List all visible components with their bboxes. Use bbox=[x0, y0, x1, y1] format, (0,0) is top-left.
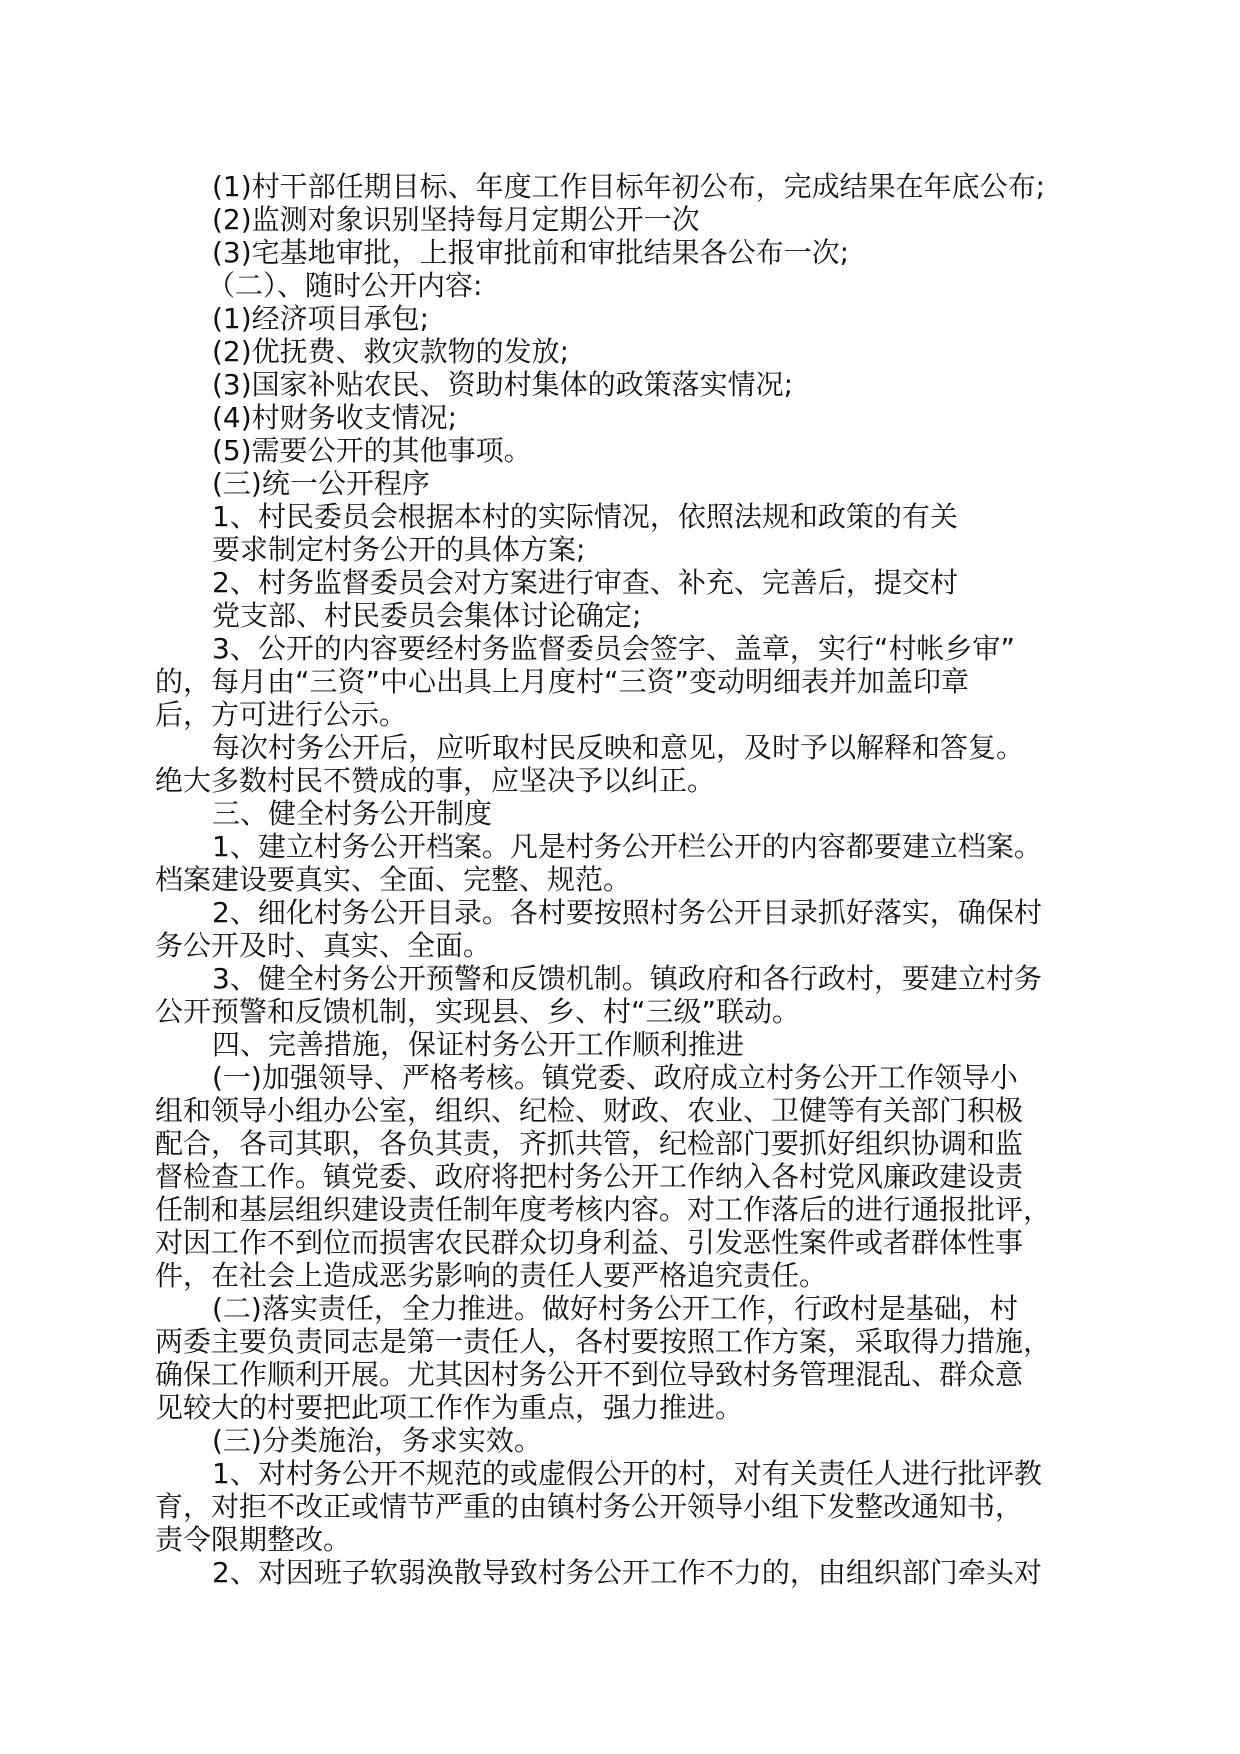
text-line: （二）、随时公开内容: bbox=[207, 269, 483, 302]
text-line: (一)加强领导、严格考核。镇党委、政府成立村务公开工作领导小 bbox=[212, 1061, 1018, 1094]
text-line: 配合，各司其职，各负其责，齐抓共管，纪检部门要抓好组织协调和监 bbox=[155, 1127, 1024, 1160]
text-line: 绝大多数村民不赞成的事，应坚决予以纠正。 bbox=[155, 764, 716, 797]
text-line: 三、健全村务公开制度 bbox=[212, 797, 493, 830]
text-line: (4)村财务收支情况; bbox=[212, 401, 458, 434]
text-line: 对因工作不到位而损害农民群众切身利益、引发恶性案件或者群体性事 bbox=[155, 1226, 1024, 1259]
text-line: 2、细化村务公开目录。各村要按照村务公开目录抓好落实，确保村 bbox=[212, 896, 1042, 929]
text-line: 党支部、村民委员会集体讨论确定; bbox=[212, 599, 642, 632]
text-line: 2、村务监督委员会对方案进行审查、补充、完善后，提交村 bbox=[212, 566, 958, 599]
text-line: (3)宅基地审批，上报审批前和审批结果各公布一次; bbox=[212, 236, 850, 269]
text-line: 督检查工作。镇党委、政府将把村务公开工作纳入各村党风廉政建设责 bbox=[155, 1160, 1024, 1193]
text-line: 两委主要负责同志是第一责任人，各村要按照工作方案，采取得力措施， bbox=[155, 1325, 1052, 1358]
text-line: 组和领导小组办公室，组织、纪检、财政、农业、卫健等有关部门积极 bbox=[155, 1094, 1024, 1127]
text-line: 1、村民委员会根据本村的实际情况，依照法规和政策的有关 bbox=[212, 500, 958, 533]
text-line: 1、对村务公开不规范的或虚假公开的村，对有关责任人进行批评教 bbox=[212, 1457, 1042, 1490]
text-line: 四、完善措施，保证村务公开工作顺利推进 bbox=[212, 1028, 745, 1061]
text-line: 要求制定村务公开的具体方案; bbox=[212, 533, 586, 566]
text-line: 3、公开的内容要经村务监督委员会签字、盖章，实行“村帐乡审” bbox=[212, 632, 1015, 665]
text-line: 3、健全村务公开预警和反馈机制。镇政府和各行政村，要建立村务 bbox=[212, 962, 1042, 995]
text-line: (三)分类施治，务求实效。 bbox=[212, 1424, 542, 1457]
text-line: 的，每月由“三资”中心出具上月度村“三资”变动明细表并加盖印章 bbox=[155, 665, 970, 698]
text-line: 2、对因班子软弱涣散导致村务公开工作不力的，由组织部门牵头对 bbox=[212, 1556, 1042, 1589]
text-line: 档案建设要真实、全面、完整、规范。 bbox=[155, 863, 632, 896]
text-line: 任制和基层组织建设责任制年度考核内容。对工作落后的进行通报批评， bbox=[155, 1193, 1052, 1226]
text-line: 1、建立村务公开档案。凡是村务公开栏公开的内容都要建立档案。 bbox=[212, 830, 1042, 863]
text-line: 后，方可进行公示。 bbox=[155, 698, 408, 731]
text-line: (2)监测对象识别坚持每月定期公开一次 bbox=[212, 203, 700, 236]
text-line: (5)需要公开的其他事项。 bbox=[212, 434, 532, 467]
text-line: 公开预警和反馈机制，实现县、乡、村“三级”联动。 bbox=[155, 995, 801, 1028]
text-line: 件，在社会上造成恶劣影响的责任人要严格追究责任。 bbox=[155, 1259, 828, 1292]
document-body bbox=[155, 170, 1095, 1589]
text-line: (三)统一公开程序 bbox=[212, 467, 430, 500]
text-line: 务公开及时、真实、全面。 bbox=[155, 929, 492, 962]
text-line: (二)落实责任，全力推进。做好村务公开工作，行政村是基础，村 bbox=[212, 1292, 1018, 1325]
text-line: 每次村务公开后，应听取村民反映和意见，及时予以解释和答复。 bbox=[212, 731, 1025, 764]
text-line: 责令限期整改。 bbox=[155, 1523, 352, 1556]
text-line: 见较大的村要把此项工作作为重点，强力推进。 bbox=[155, 1391, 744, 1424]
text-line: 确保工作顺利开展。尤其因村务公开不到位导致村务管理混乱、群众意 bbox=[155, 1358, 1024, 1391]
text-line: (2)优抚费、救灾款物的发放; bbox=[212, 335, 570, 368]
text-line: 育，对拒不改正或情节严重的由镇村务公开领导小组下发整改通知书， bbox=[155, 1490, 1024, 1523]
text-line: (1)村干部任期目标、年度工作目标年初公布，完成结果在年底公布; bbox=[212, 170, 1046, 203]
text-line: (1)经济项目承包; bbox=[212, 302, 430, 335]
text-line: (3)国家补贴农民、资助村集体的政策落实情况; bbox=[212, 368, 794, 401]
